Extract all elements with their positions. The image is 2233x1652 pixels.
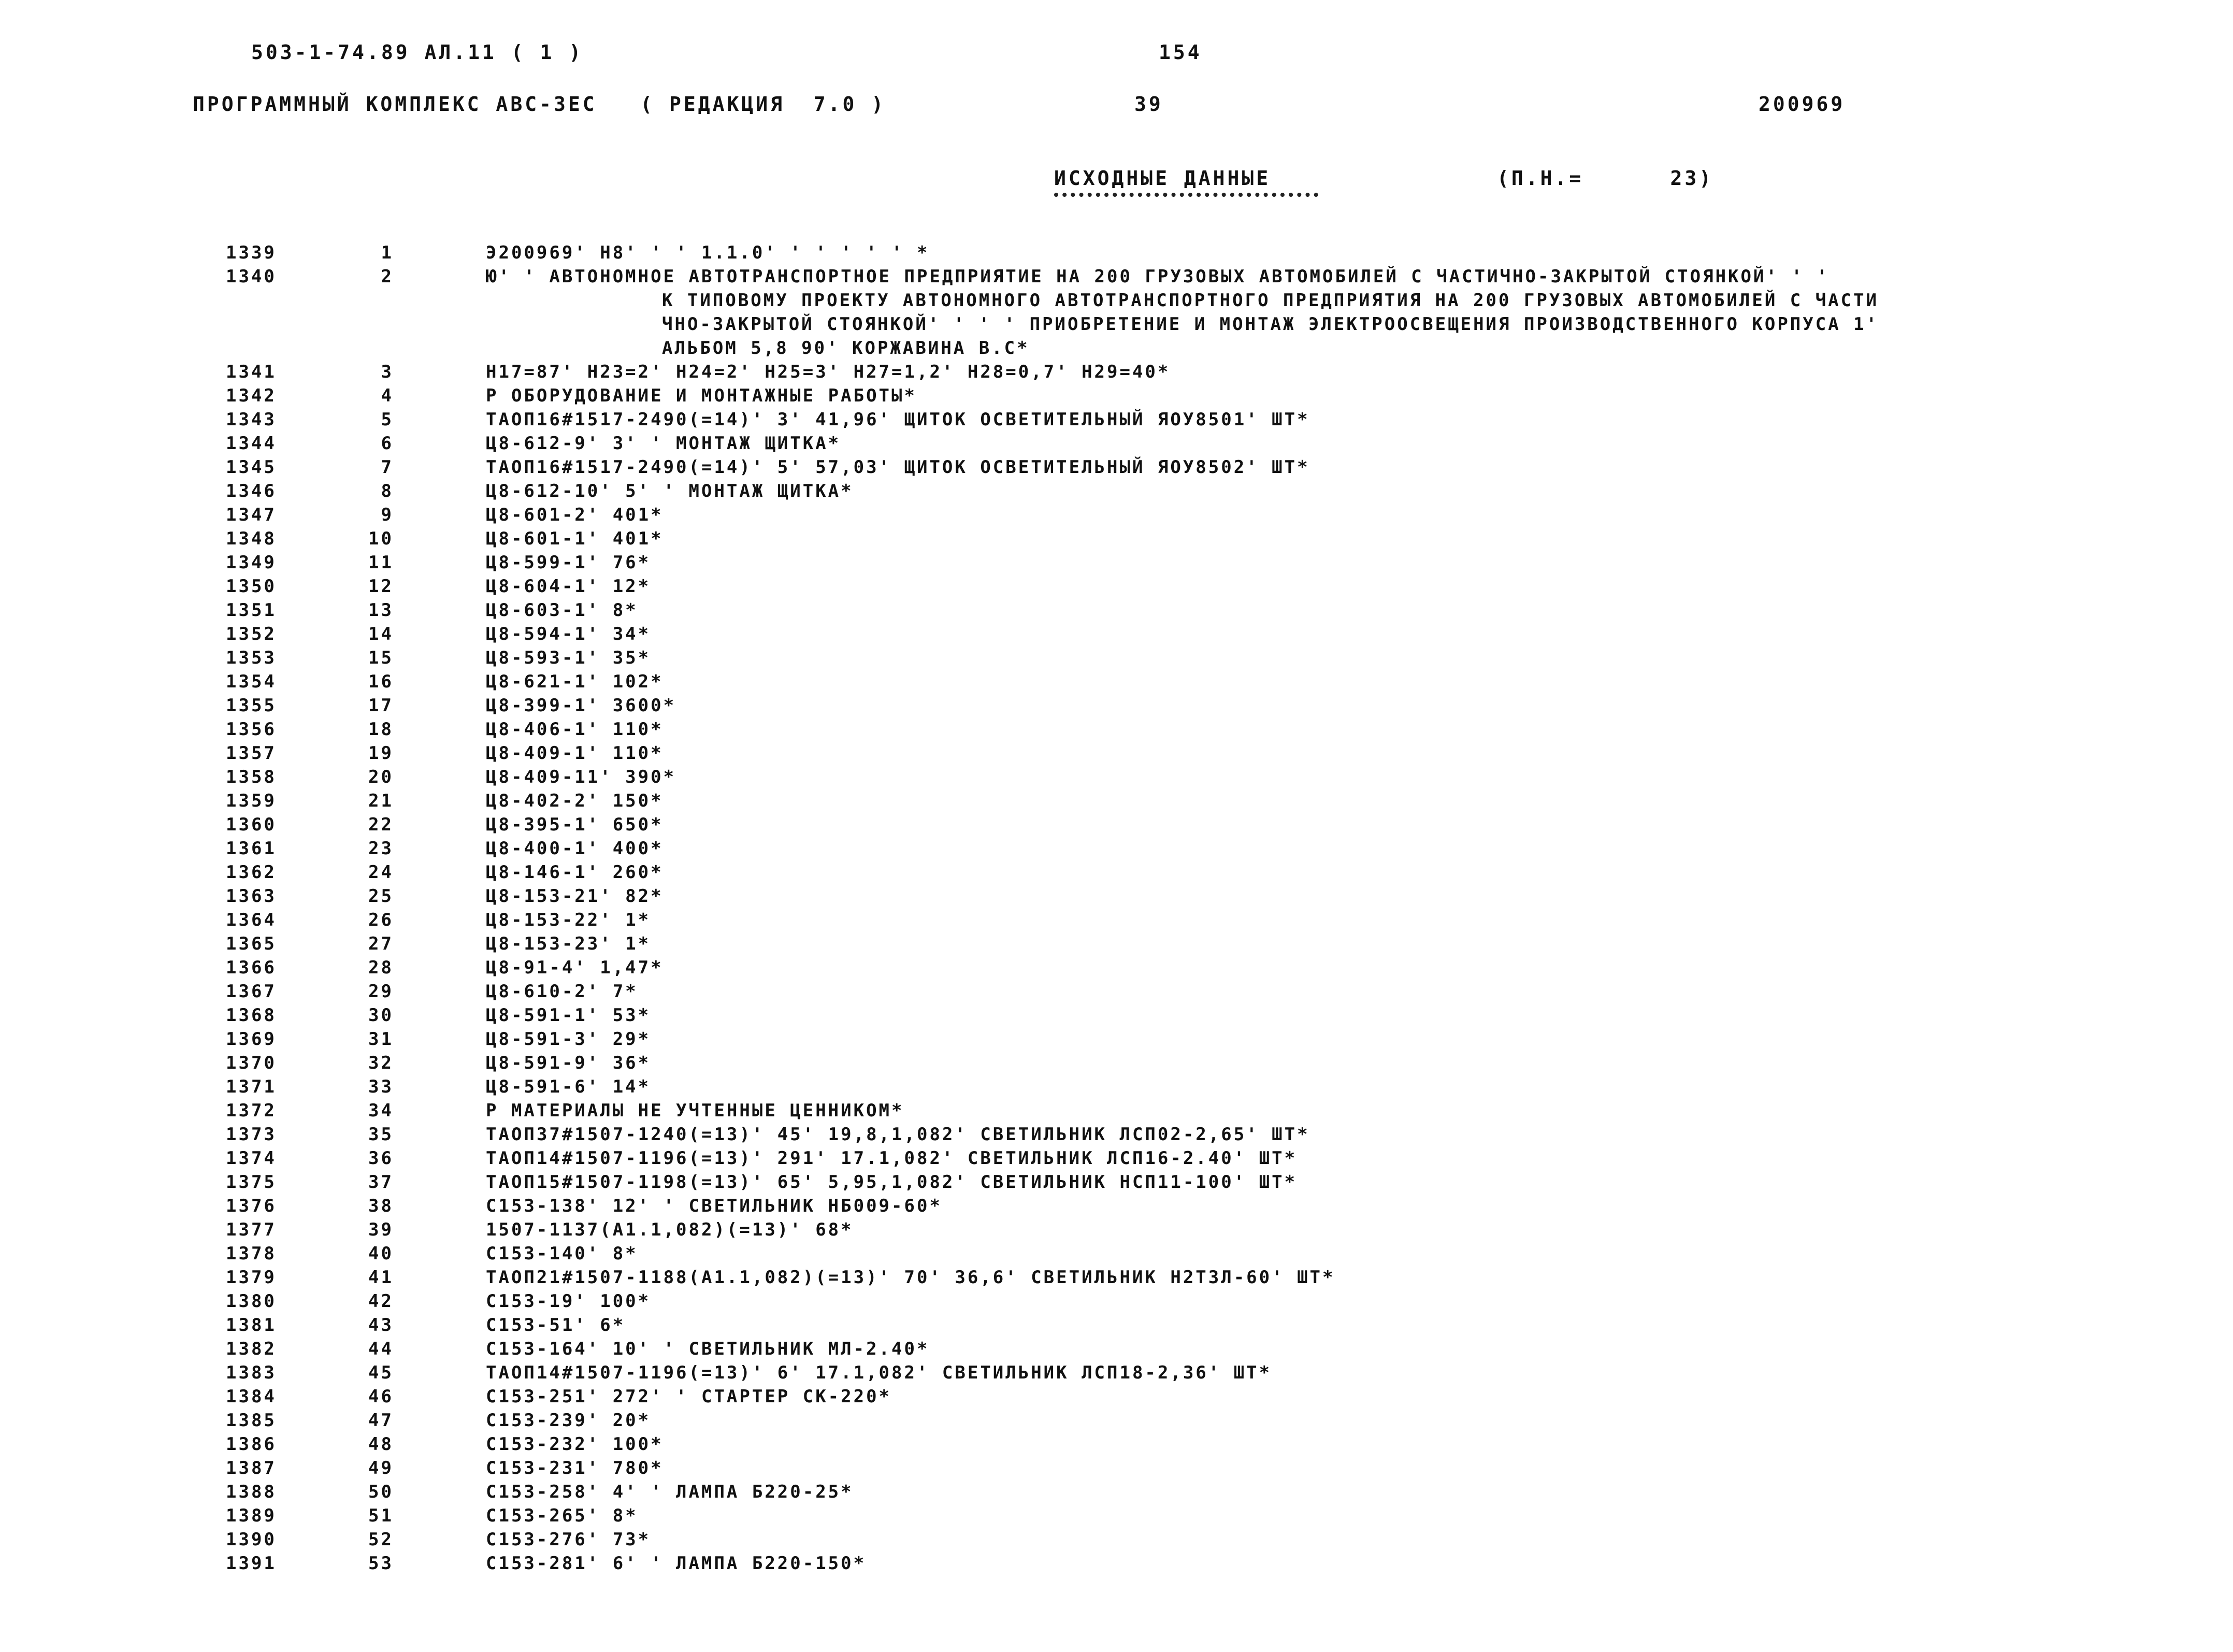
listing-text: С153-251' 272' ' СТАРТЕР СК-220*	[486, 1386, 892, 1407]
listing-line	[0, 1313, 2233, 1337]
record-number: 1361	[226, 838, 277, 859]
listing-text: АЛЬБОМ 5,8 90' КОРЖАВИНА В.С*	[662, 338, 1030, 358]
listing-text: С153-138' 12' ' СВЕТИЛЬНИК НБ009-60*	[486, 1196, 942, 1216]
record-number: 1343	[226, 409, 277, 430]
listing-text: Ц8-621-1' 102*	[486, 671, 664, 692]
record-number: 1342	[226, 385, 277, 406]
listing-line	[0, 384, 2233, 408]
listing-line	[0, 717, 2233, 741]
sequence-number: 22	[368, 814, 394, 835]
sequence-number: 11	[368, 552, 394, 573]
listing-text: Р ОБОРУДОВАНИЕ И МОНТАЖНЫЕ РАБОТЫ*	[486, 385, 917, 406]
sequence-number: 27	[368, 933, 394, 954]
sequence-number: 46	[368, 1386, 394, 1407]
listing-text: ТАОП15#1507-1198(=13)' 65' 5,95,1,082' СВЕТИЛЬНИК НСП11-100' ШТ*	[486, 1172, 1298, 1193]
listing-line	[0, 432, 2233, 455]
listing-text: ТАОП14#1507-1196(=13)' 6' 17.1,082' СВЕТИЛЬНИК ЛСП18-2,36' ШТ*	[486, 1362, 1272, 1383]
listing-line	[0, 980, 2233, 1003]
record-number: 1340	[226, 266, 277, 287]
listing-line	[0, 813, 2233, 837]
sequence-number: 19	[368, 743, 394, 764]
listing-line	[0, 646, 2233, 670]
record-number: 1365	[226, 933, 277, 954]
page-number: 154	[1159, 41, 1202, 64]
record-number: 1359	[226, 791, 277, 811]
record-number: 1346	[226, 481, 277, 501]
sequence-number: 30	[368, 1005, 394, 1026]
listing-text: ТАОП16#1517-2490(=14)' 5' 57,03' ЩИТОК ОСВЕТИТЕЛЬНЫЙ ЯОУ8502' ШТ*	[486, 457, 1310, 478]
listing-text: Ц8-610-2' 7*	[486, 981, 638, 1002]
listing-line	[0, 1027, 2233, 1051]
listing-line	[0, 551, 2233, 574]
listing-text: Р МАТЕРИАЛЫ НЕ УЧТЕННЫЕ ЦЕННИКОМ*	[486, 1100, 904, 1121]
record-number: 1374	[226, 1148, 277, 1169]
listing-line	[0, 694, 2233, 717]
listing-text: Ю' ' АВТОНОМНОЕ АВТОТРАНСПОРТНОЕ ПРЕДПРИЯТИЕ НА 200 ГРУЗОВЫХ АВТОМОБИЛЕЙ С ЧАСТИЧНО-ЗАКРЫТОЙ СТОЯНКОЙ' ' '	[486, 266, 1829, 287]
listing-text: Ц8-91-4' 1,47*	[486, 957, 664, 978]
listing-line	[0, 1146, 2233, 1170]
listing-text: Э200969' Н8' ' ' 1.1.0' ' ' ' ' ' *	[486, 242, 930, 263]
listing-line	[0, 598, 2233, 622]
listing-line	[0, 479, 2233, 503]
record-number: 1380	[226, 1291, 277, 1312]
record-number: 1386	[226, 1434, 277, 1455]
record-number: 1349	[226, 552, 277, 573]
sequence-number: 15	[368, 648, 394, 668]
listing-text: Ц8-612-10' 5' ' МОНТАЖ ЩИТКА*	[486, 481, 854, 501]
data-listing	[0, 241, 2233, 1575]
listing-text: Ц8-146-1' 260*	[486, 862, 664, 883]
record-number: 1379	[226, 1267, 277, 1288]
listing-line	[0, 241, 2233, 265]
record-number: 1385	[226, 1410, 277, 1431]
record-number: 1352	[226, 624, 277, 644]
listing-line	[0, 1123, 2233, 1146]
listing-line	[0, 860, 2233, 884]
sequence-number: 16	[368, 671, 394, 692]
sequence-number: 2	[381, 266, 394, 287]
record-number: 1366	[226, 957, 277, 978]
listing-text: Ц8-591-3' 29*	[486, 1029, 651, 1050]
record-number: 1360	[226, 814, 277, 835]
record-number: 1381	[226, 1315, 277, 1335]
sequence-number: 1	[381, 242, 394, 263]
listing-line	[0, 527, 2233, 551]
listing-text: ЧНО-ЗАКРЫТОЙ СТОЯНКОЙ' ' ' ' ПРИОБРЕТЕНИЕ И МОНТАЖ ЭЛЕКТРООСВЕЩЕНИЯ ПРОИЗВОДСТВЕННОГО КОРПУСА 1'	[662, 314, 1879, 335]
sequence-number: 7	[381, 457, 394, 478]
record-number: 1384	[226, 1386, 277, 1407]
listing-text: Ц8-601-1' 401*	[486, 528, 664, 549]
listing-text: С153-231' 780*	[486, 1458, 664, 1478]
sequence-number: 3	[381, 362, 394, 382]
record-number: 1353	[226, 648, 277, 668]
listing-text: С153-140' 8*	[486, 1243, 638, 1264]
listing-text: Ц8-153-21' 82*	[486, 886, 664, 907]
sequence-number: 45	[368, 1362, 394, 1383]
listing-text: Ц8-395-1' 650*	[486, 814, 664, 835]
record-number: 1339	[226, 242, 277, 263]
sequence-number: 21	[368, 791, 394, 811]
sequence-number: 41	[368, 1267, 394, 1288]
listing-line	[0, 1266, 2233, 1289]
listing-line	[0, 1361, 2233, 1385]
record-number: 1376	[226, 1196, 277, 1216]
listing-line	[0, 622, 2233, 646]
listing-text: С153-51' 6*	[486, 1315, 626, 1335]
listing-text: С153-19' 100*	[486, 1291, 651, 1312]
sequence-number: 37	[368, 1172, 394, 1193]
listing-text: С153-265' 8*	[486, 1505, 638, 1526]
section-reference: (П.Н.= 23)	[1497, 167, 1714, 190]
section-title: ИСХОДНЫЕ ДАННЫЕ	[1054, 167, 1271, 190]
listing-text: С153-164' 10' ' СВЕТИЛЬНИК МЛ-2.40*	[486, 1339, 930, 1359]
listing-line	[0, 1528, 2233, 1552]
listing-line	[0, 837, 2233, 860]
record-number: 1341	[226, 362, 277, 382]
sequence-number: 52	[368, 1529, 394, 1550]
record-number: 1357	[226, 743, 277, 764]
record-number: 1389	[226, 1505, 277, 1526]
listing-text: С153-239' 20*	[486, 1410, 651, 1431]
record-number: 1355	[226, 695, 277, 716]
listing-line	[0, 1337, 2233, 1361]
listing-line	[0, 1099, 2233, 1123]
sequence-number: 9	[381, 505, 394, 525]
record-number: 1388	[226, 1482, 277, 1502]
sequence-number: 29	[368, 981, 394, 1002]
document-code: 503-1-74.89 АЛ.11 ( 1 )	[251, 41, 584, 64]
record-number: 1375	[226, 1172, 277, 1193]
record-number: 1373	[226, 1124, 277, 1145]
listing-line	[0, 1432, 2233, 1456]
listing-text: С153-281' 6' ' ЛАМПА Б220-150*	[486, 1553, 867, 1574]
record-number: 1354	[226, 671, 277, 692]
listing-continuation-line	[0, 336, 2233, 360]
sequence-number: 28	[368, 957, 394, 978]
listing-text: Ц8-591-1' 53*	[486, 1005, 651, 1026]
record-number: 1370	[226, 1053, 277, 1073]
sequence-number: 24	[368, 862, 394, 883]
listing-line	[0, 789, 2233, 813]
program-id: 200969	[1759, 93, 1846, 116]
listing-text: Н17=87' Н23=2' Н24=2' Н25=3' Н27=1,2' Н28=0,7' Н29=40*	[486, 362, 1171, 382]
listing-line	[0, 670, 2233, 694]
record-number: 1377	[226, 1219, 277, 1240]
sequence-number: 5	[381, 409, 394, 430]
listing-text: Ц8-399-1' 3600*	[486, 695, 676, 716]
listing-text: Ц8-402-2' 150*	[486, 791, 664, 811]
record-number: 1390	[226, 1529, 277, 1550]
sequence-number: 53	[368, 1553, 394, 1574]
sequence-number: 14	[368, 624, 394, 644]
listing-line	[0, 1552, 2233, 1575]
sequence-number: 40	[368, 1243, 394, 1264]
listing-line	[0, 1242, 2233, 1266]
sequence-number: 17	[368, 695, 394, 716]
record-number: 1348	[226, 528, 277, 549]
sequence-number: 32	[368, 1053, 394, 1073]
record-number: 1382	[226, 1339, 277, 1359]
sequence-number: 4	[381, 385, 394, 406]
listing-line	[0, 265, 2233, 289]
sequence-number: 48	[368, 1434, 394, 1455]
sequence-number: 42	[368, 1291, 394, 1312]
record-number: 1358	[226, 767, 277, 787]
record-number: 1378	[226, 1243, 277, 1264]
record-number: 1344	[226, 433, 277, 454]
listing-line	[0, 1075, 2233, 1099]
sequence-number: 26	[368, 910, 394, 930]
sequence-number: 35	[368, 1124, 394, 1145]
listing-continuation-line	[0, 312, 2233, 336]
section-title-underline	[1054, 193, 1318, 197]
listing-line	[0, 741, 2233, 765]
record-number: 1369	[226, 1029, 277, 1050]
listing-line	[0, 908, 2233, 932]
sequence-number: 36	[368, 1148, 394, 1169]
listing-text: Ц8-153-23' 1*	[486, 933, 651, 954]
listing-text: Ц8-400-1' 400*	[486, 838, 664, 859]
sequence-number: 18	[368, 719, 394, 740]
record-number: 1364	[226, 910, 277, 930]
listing-text: С153-232' 100*	[486, 1434, 664, 1455]
listing-line	[0, 1456, 2233, 1480]
sequence-number: 33	[368, 1076, 394, 1097]
listing-line	[0, 574, 2233, 598]
listing-text: Ц8-604-1' 12*	[486, 576, 651, 597]
record-number: 1351	[226, 600, 277, 621]
sequence-number: 6	[381, 433, 394, 454]
listing-text: Ц8-591-6' 14*	[486, 1076, 651, 1097]
sequence-number: 44	[368, 1339, 394, 1359]
record-number: 1368	[226, 1005, 277, 1026]
sequence-number: 51	[368, 1505, 394, 1526]
program-title: ПРОГРАММНЫЙ КОМПЛЕКС АВС-3ЕС ( РЕДАКЦИЯ 7.0 )	[193, 93, 886, 116]
listing-line	[0, 765, 2233, 789]
listing-text: Ц8-593-1' 35*	[486, 648, 651, 668]
listing-text: Ц8-591-9' 36*	[486, 1053, 651, 1073]
sequence-number: 23	[368, 838, 394, 859]
listing-line	[0, 408, 2233, 432]
record-number: 1372	[226, 1100, 277, 1121]
listing-line	[0, 1170, 2233, 1194]
listing-line	[0, 1385, 2233, 1409]
listing-text: Ц8-603-1' 8*	[486, 600, 638, 621]
record-number: 1371	[226, 1076, 277, 1097]
sequence-number: 12	[368, 576, 394, 597]
listing-text: С153-276' 73*	[486, 1529, 651, 1550]
record-number: 1347	[226, 505, 277, 525]
listing-line	[0, 1003, 2233, 1027]
record-number: 1367	[226, 981, 277, 1002]
sequence-number: 13	[368, 600, 394, 621]
listing-text: ТАОП37#1507-1240(=13)' 45' 19,8,1,082' СВЕТИЛЬНИК ЛСП02-2,65' ШТ*	[486, 1124, 1310, 1145]
listing-text: ТАОП21#1507-1188(А1.1,082)(=13)' 70' 36,6' СВЕТИЛЬНИК Н2Т3Л-60' ШТ*	[486, 1267, 1335, 1288]
sequence-number: 8	[381, 481, 394, 501]
listing-line	[0, 1194, 2233, 1218]
listing-text: ТАОП16#1517-2490(=14)' 3' 41,96' ЩИТОК ОСВЕТИТЕЛЬНЫЙ ЯОУ8501' ШТ*	[486, 409, 1310, 430]
listing-continuation-line	[0, 289, 2233, 312]
listing-line	[0, 1051, 2233, 1075]
sequence-number: 47	[368, 1410, 394, 1431]
program-page-number: 39	[1134, 93, 1163, 116]
listing-line	[0, 1480, 2233, 1504]
record-number: 1383	[226, 1362, 277, 1383]
sequence-number: 43	[368, 1315, 394, 1335]
listing-text: Ц8-594-1' 34*	[486, 624, 651, 644]
listing-line	[0, 1504, 2233, 1528]
listing-line	[0, 956, 2233, 980]
sequence-number: 34	[368, 1100, 394, 1121]
record-number: 1345	[226, 457, 277, 478]
listing-text: Ц8-599-1' 76*	[486, 552, 651, 573]
record-number: 1391	[226, 1553, 277, 1574]
listing-text: Ц8-406-1' 110*	[486, 719, 664, 740]
listing-line	[0, 932, 2233, 956]
listing-line	[0, 1409, 2233, 1432]
listing-text: ТАОП14#1507-1196(=13)' 291' 17.1,082' СВЕТИЛЬНИК ЛСП16-2.40' ШТ*	[486, 1148, 1298, 1169]
listing-text: Ц8-612-9' 3' ' МОНТАЖ ЩИТКА*	[486, 433, 841, 454]
listing-text: С153-258' 4' ' ЛАМПА Б220-25*	[486, 1482, 854, 1502]
record-number: 1350	[226, 576, 277, 597]
listing-line	[0, 503, 2233, 527]
sequence-number: 49	[368, 1458, 394, 1478]
listing-text: 1507-1137(А1.1,082)(=13)' 68*	[486, 1219, 854, 1240]
record-number: 1387	[226, 1458, 277, 1478]
listing-text: К ТИПОВОМУ ПРОЕКТУ АВТОНОМНОГО АВТОТРАНСПОРТНОГО ПРЕДПРИЯТИЯ НА 200 ГРУЗОВЫХ АВТОМОБИЛЕЙ С ЧАСТИ	[662, 290, 1879, 311]
record-number: 1356	[226, 719, 277, 740]
record-number: 1362	[226, 862, 277, 883]
listing-line	[0, 1218, 2233, 1242]
sequence-number: 10	[368, 528, 394, 549]
listing-text: Ц8-409-11' 390*	[486, 767, 676, 787]
listing-line	[0, 455, 2233, 479]
listing-text: Ц8-153-22' 1*	[486, 910, 651, 930]
listing-line	[0, 884, 2233, 908]
sequence-number: 38	[368, 1196, 394, 1216]
listing-line	[0, 360, 2233, 384]
sequence-number: 31	[368, 1029, 394, 1050]
sequence-number: 20	[368, 767, 394, 787]
record-number: 1363	[226, 886, 277, 907]
sequence-number: 25	[368, 886, 394, 907]
listing-text: Ц8-601-2' 401*	[486, 505, 664, 525]
sequence-number: 50	[368, 1482, 394, 1502]
listing-line	[0, 1289, 2233, 1313]
sequence-number: 39	[368, 1219, 394, 1240]
listing-text: Ц8-409-1' 110*	[486, 743, 664, 764]
